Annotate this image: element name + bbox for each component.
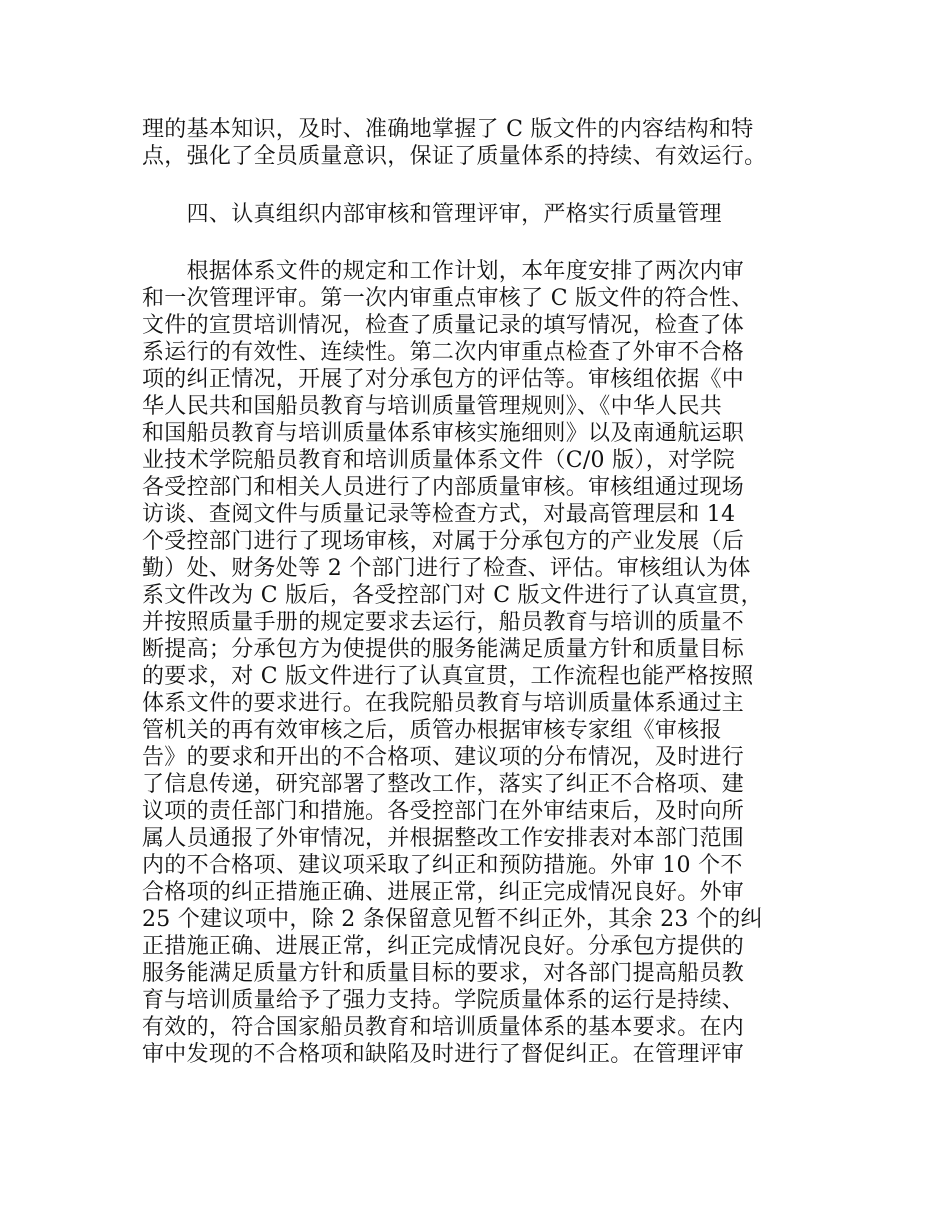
text-line: 勤）处、财务处等 2 个部门进行了检查、评估。审核组认为体 [142, 556, 751, 581]
text-line [142, 1068, 832, 1095]
text-line: 理的基本知识，及时、准确地掌握了 C 版文件的内容结构和特 [142, 117, 754, 142]
text-line: 点，强化了全员质量意识，保证了质量体系的持续、有效运行。 [142, 144, 767, 169]
text-line: 个受控部门进行了现场审核，对属于分承包方的产业发展（后 [142, 529, 745, 554]
text-line: 系运行的有效性、连续性。第二次内审重点检查了外审不合格 [142, 340, 745, 365]
text-line: 体系文件的要求进行。在我院船员教育与培训质量体系通过主 [142, 691, 745, 716]
text-line: 和国船员教育与培训质量体系审核实施细则》以及南通航运职 [142, 421, 745, 446]
text-line: 有效的，符合国家船员教育和培训质量体系的基本要求。在内 [142, 1015, 745, 1040]
text-line: 属人员通报了外审情况，并根据整改工作安排表对本部门范围 [142, 826, 745, 851]
text-line: 25 个建议项中，除 2 条保留意见暂不纠正外，其余 23 个的纠 [142, 907, 763, 932]
text-line: 各受控部门和相关人员进行了内部质量审核。审核组通过现场 [142, 475, 745, 500]
text-line: 断提高；分承包方为使提供的服务能满足质量方针和质量目标 [142, 637, 745, 662]
intro-paragraph [142, 116, 832, 170]
text-line: 服务能满足质量方针和质量目标的要求，对各部门提高船员教 [142, 961, 745, 986]
text-line: 合格项的纠正措施正确、进展正常，纠正完成情况良好。外审 [142, 880, 745, 905]
text-line: 正措施正确、进展正常，纠正完成情况良好。分承包方提供的 [142, 934, 745, 959]
text-line: 审中发现的不合格项和缺陷及时进行了督促纠正。在管理评审 [142, 1042, 745, 1067]
text-line: 业技术学院船员教育和培训质量体系文件（C/0 版），对学院 [142, 448, 735, 473]
text-line: 育与培训质量给予了强力支持。学院质量体系的运行是持续、 [142, 988, 745, 1013]
text-line: 议项的责任部门和措施。各受控部门在外审结束后，及时向所 [142, 799, 745, 824]
text-line: 和一次管理评审。第一次内审重点审核了 C 版文件的符合性、 [142, 286, 754, 311]
text-line: 告》的要求和开出的不合格项、建议项的分布情况，及时进行 [142, 745, 745, 770]
text-line: 文件的宣贯培训情况，检查了质量记录的填写情况，检查了体 [142, 313, 745, 338]
text-line: 访谈、查阅文件与质量记录等检查方式，对最高管理层和 14 [142, 502, 736, 527]
text-line: 华人民共和国船员教育与培训质量管理规则》、《中华人民共 [142, 394, 723, 419]
section-heading [142, 201, 832, 228]
body-paragraph [142, 258, 832, 1095]
text-line: 了信息传递，研究部署了整改工作，落实了纠正不合格项、建 [142, 772, 745, 797]
text-line: 系文件改为 C 版后，各受控部门对 C 版文件进行了认真宣贯， [142, 583, 763, 608]
text-line: 并按照质量手册的规定要求去运行，船员教育与培训的质量不 [142, 610, 745, 635]
text-line: 管机关的再有效审核之后，质管办根据审核专家组《审核报 [142, 718, 722, 743]
text-line: 项的纠正情况，开展了对分承包方的评估等。审核组依据《中 [142, 367, 745, 392]
text-line: 根据体系文件的规定和工作计划，本年度安排了两次内审 [142, 259, 745, 284]
text-line: 的要求，对 C 版文件进行了认真宣贯，工作流程也能严格按照 [142, 664, 754, 689]
text-line: 内的不合格项、建议项采取了纠正和预防措施。外审 10 个不 [142, 853, 743, 878]
section-heading-text: 四、认真组织内部审核和管理评审，严格实行质量管理 [142, 202, 722, 227]
